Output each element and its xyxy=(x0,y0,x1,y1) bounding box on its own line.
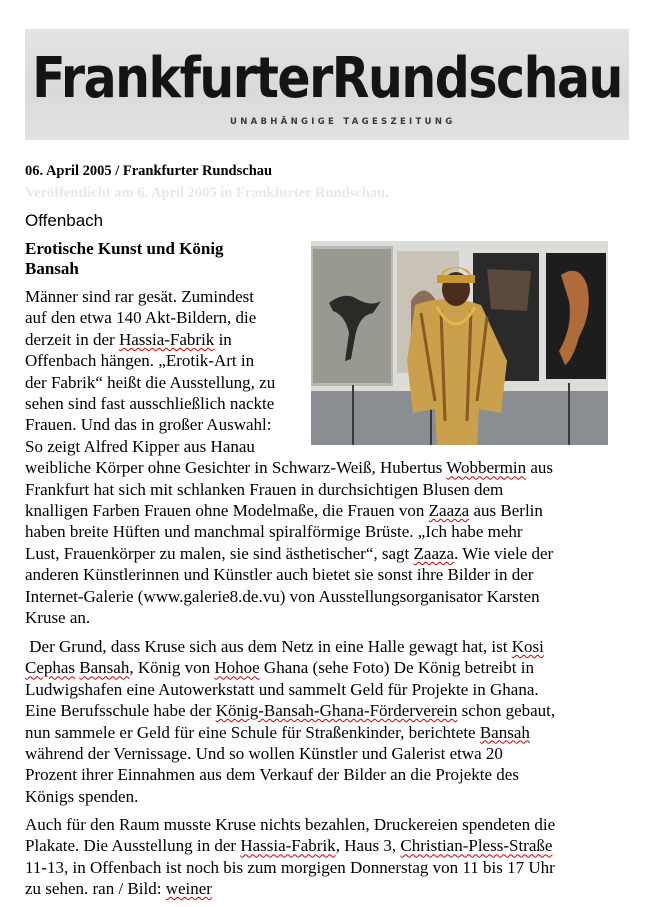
article-dateline: 06. April 2005 / Frankfurter Rundschau xyxy=(25,163,273,179)
text-line: Ludwigshafen eine Autowerkstatt und sammelt Geld für Projekte in Ghana. xyxy=(25,679,539,699)
article-headline xyxy=(25,239,285,279)
text-line: Plakate. Die Ausstellung in der Hassia-Fabrik, Haus 3, Christian-Pless-Straße xyxy=(25,836,553,856)
text-line: Frankfurt hat sich mit schlanken Frauen in durchsichtigen Blusen dem xyxy=(25,479,504,499)
text-line: nun sammele er Geld für eine Schule für Straßenkinder, berichtete Bansah xyxy=(25,722,530,742)
text-line: haben breite Hüften und manchmal spiralförmige Brüste. „Ich habe mehr xyxy=(25,522,523,542)
text-line: Kruse an. xyxy=(25,608,91,628)
text-line: Cephas Bansah, König von Hohoe Ghana (sehe Foto) De König betreibt in xyxy=(25,658,534,678)
text-line: auf den etwa 140 Akt-Bildern, die xyxy=(25,308,257,328)
text-line: So zeigt Alfred Kipper aus Hanau xyxy=(25,436,255,456)
masthead-title: FrankfurterRundschau xyxy=(32,45,622,111)
text-line: sehen sind fast ausschließlich nackte xyxy=(25,394,275,414)
headline-line: Erotische Kunst und König xyxy=(25,239,224,258)
headline-line: Bansah xyxy=(25,259,79,278)
published-note: Veröffentlicht am 6. April 2005 in Frankfurter Rundschau. xyxy=(25,185,389,201)
text-line: zu sehen. ran / Bild: weiner xyxy=(25,879,212,899)
text-line: Der Grund, dass Kruse sich aus dem Netz in eine Halle gewagt hat, ist Kosi xyxy=(25,637,544,656)
newspaper-masthead xyxy=(25,29,629,140)
text-line: anderen Künstlerinnen und Künstler auch bietet sie sonst ihre Bilder in der xyxy=(25,565,534,585)
text-line: 11-13, in Offenbach ist noch bis zum morgigen Donnerstag von 11 bis 17 Uhr xyxy=(25,857,555,877)
text-line: Eine Berufsschule habe der König-Bansah-Ghana-Förderverein schon gebaut, xyxy=(25,701,556,721)
masthead-tagline: UNABHÄNGIGE TAGESZEITUNG xyxy=(230,117,456,127)
section-label: Offenbach xyxy=(25,211,104,230)
text-line: Frauen. Und das in großer Auswahl: xyxy=(25,415,272,435)
article-paragraph-3 xyxy=(25,814,615,900)
text-line: Lust, Frauenkörper zu malen, sie sind ästhetischer“, sagt Zaaza. Wie viele der xyxy=(25,543,554,563)
text-line: der Fabrik“ heißt die Ausstellung, zu xyxy=(25,372,276,392)
text-line: Internet-Galerie (www.galerie8.de.vu) von Ausstellungsorganisator Karsten xyxy=(25,586,540,606)
text-line: Offenbach hängen. „Erotik-Art in xyxy=(25,351,255,371)
text-line: knalligen Farben Frauen ohne Modelmaße, die Frauen von Zaaza aus Berlin xyxy=(25,501,543,521)
text-line: weibliche Körper ohne Gesichter in Schwarz-Weiß, Hubertus Wobbermin aus xyxy=(25,458,554,478)
article-paragraph-1 xyxy=(25,286,615,629)
text-line: Königs spenden. xyxy=(25,786,139,806)
article-paragraph-2 xyxy=(25,636,615,807)
text-line: Prozent ihrer Einnahmen aus dem Verkauf der Bilder an die Projekte des xyxy=(25,765,519,785)
text-line: derzeit in der Hassia-Fabrik in xyxy=(25,329,232,349)
text-line: während der Vernissage. Und so wollen Künstler und Galerist etwa 20 xyxy=(25,744,503,764)
text-line: Männer sind rar gesät. Zumindest xyxy=(25,287,254,306)
text-line: Auch für den Raum musste Kruse nichts bezahlen, Druckereien spendeten die xyxy=(25,815,556,834)
